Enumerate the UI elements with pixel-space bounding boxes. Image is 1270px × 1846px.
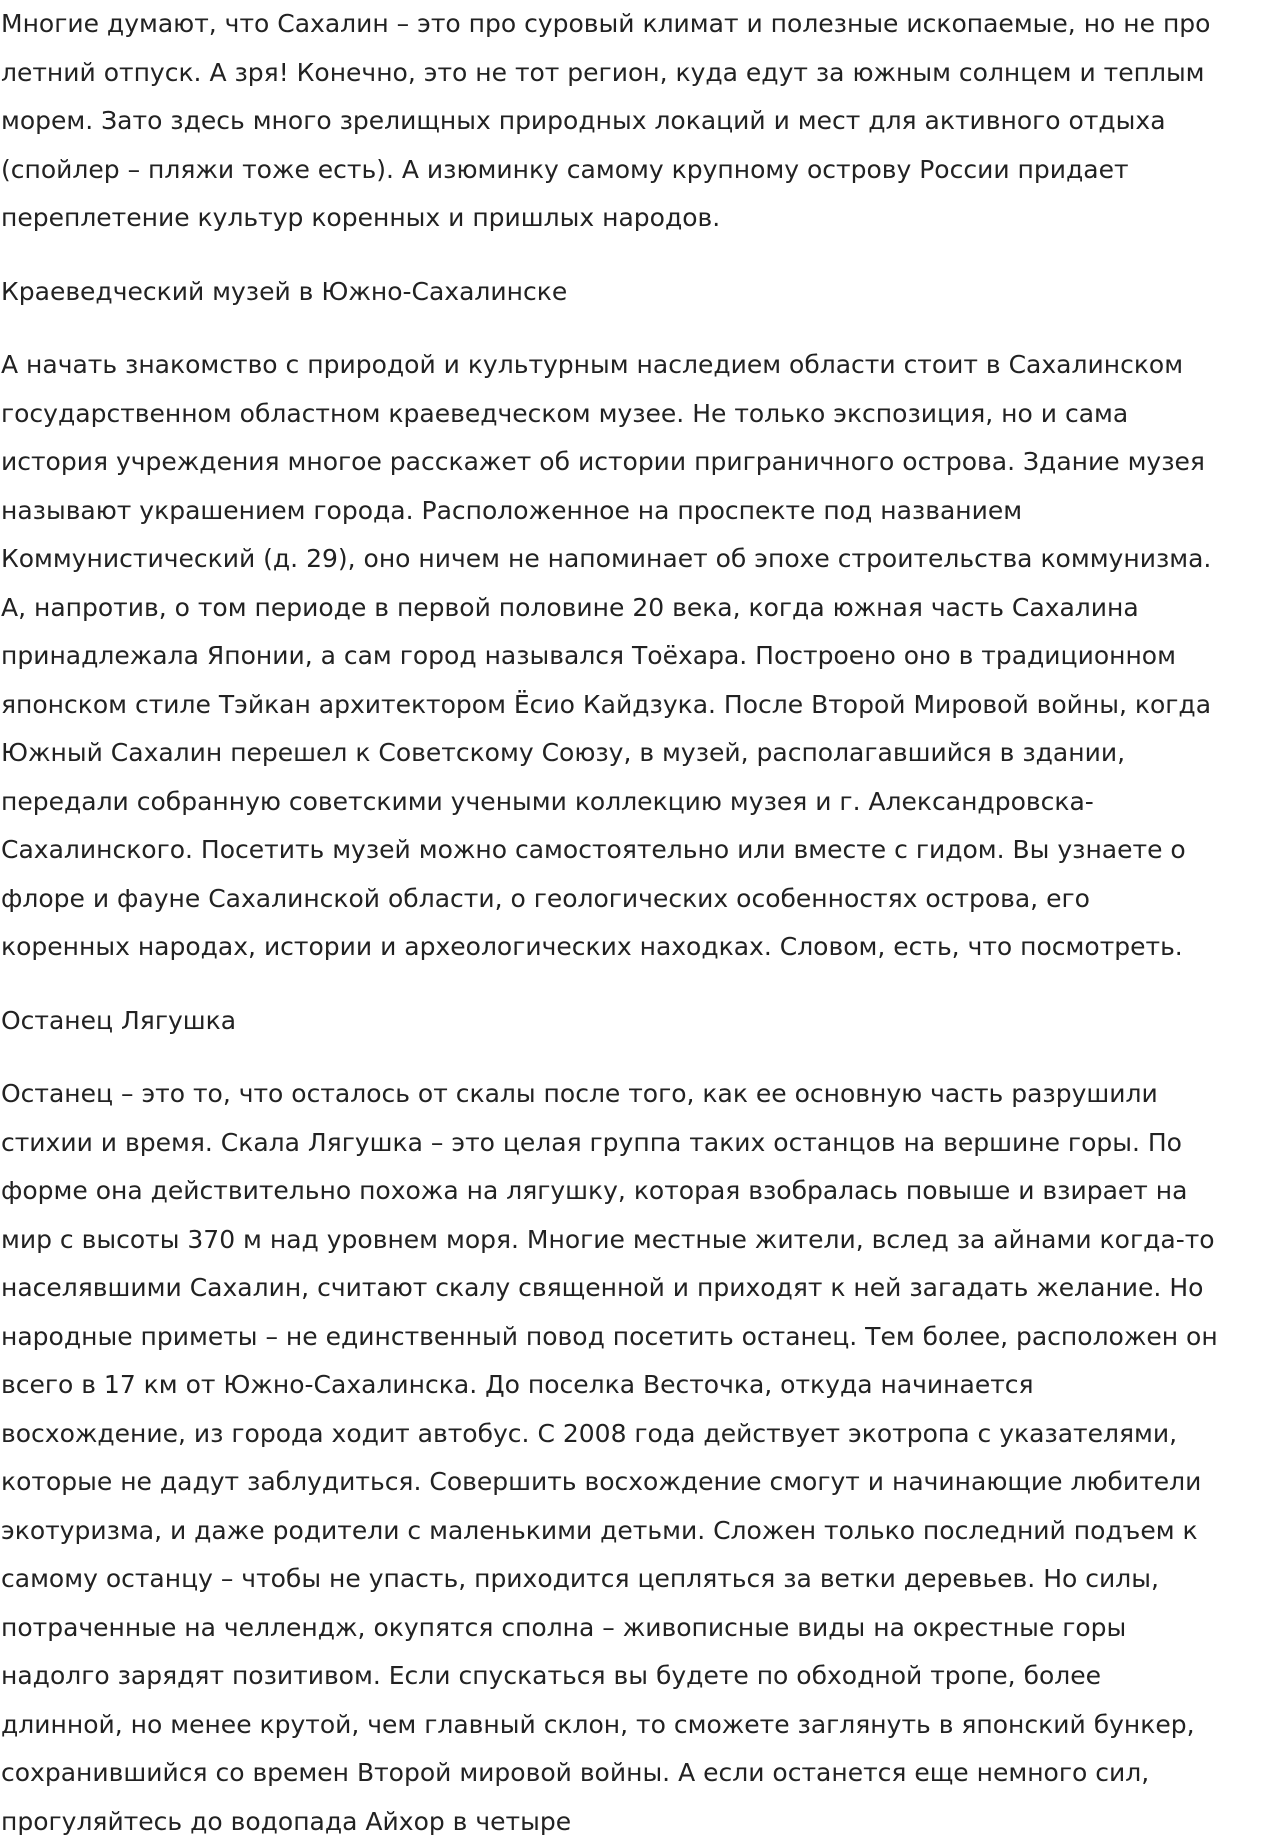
text-line: коренных народах, истории и археологических находках. Словом, есть, что посмотреть. bbox=[1, 923, 1269, 972]
text-line: А начать знакомство с природой и культурным наследием области стоит в Сахалинском bbox=[1, 341, 1269, 390]
text-line: потраченные на челлендж, окупятся сполна – живописные виды на окрестные горы bbox=[1, 1604, 1269, 1653]
text-line: история учреждения многое расскажет об истории приграничного острова. Здание музея bbox=[1, 438, 1269, 487]
text-line: принадлежала Японии, а сам город назывался Тоёхара. Построено оно в традиционном bbox=[1, 632, 1269, 681]
museum-heading: Краеведческий музей в Южно-Сахалинске bbox=[1, 268, 1269, 317]
text-line: прогуляйтесь до водопада Айхор в четыре bbox=[1, 1798, 1269, 1846]
text-line: Останец – это то, что осталось от скалы после того, как ее основную часть разрушили bbox=[1, 1070, 1269, 1119]
text-line: передали собранную советскими учеными коллекцию музея и г. Александровска- bbox=[1, 778, 1269, 827]
text-line: морем. Зато здесь много зрелищных природных локаций и мест для активного отдыха bbox=[1, 97, 1269, 146]
text-line: летний отпуск. А зря! Конечно, это не тот регион, куда едут за южным солнцем и теплым bbox=[1, 49, 1269, 98]
text-line: переплетение культур коренных и пришлых народов. bbox=[1, 194, 1269, 243]
frog-rock-heading: Останец Лягушка bbox=[1, 997, 1269, 1046]
text-line: сохранившийся со времен Второй мировой войны. А если останется еще немного сил, bbox=[1, 1749, 1269, 1798]
text-line: Многие думают, что Сахалин – это про суровый климат и полезные ископаемые, но не про bbox=[1, 0, 1269, 49]
frog-rock-paragraph bbox=[1, 1070, 1269, 1846]
text-line: стихии и время. Скала Лягушка – это целая группа таких останцов на вершине горы. По bbox=[1, 1119, 1269, 1168]
text-line: длинной, но менее крутой, чем главный склон, то сможете заглянуть в японский бункер, bbox=[1, 1701, 1269, 1750]
text-line: народные приметы – не единственный повод посетить останец. Тем более, расположен он bbox=[1, 1313, 1269, 1362]
article-body bbox=[1, 0, 1269, 1846]
intro-paragraph bbox=[1, 0, 1269, 243]
text-line: называют украшением города. Расположенное на проспекте под названием bbox=[1, 487, 1269, 536]
text-line: восхождение, из города ходит автобус. С 2008 года действует экотропа с указателями, bbox=[1, 1410, 1269, 1459]
text-line: Сахалинского. Посетить музей можно самостоятельно или вместе с гидом. Вы узнаете о bbox=[1, 826, 1269, 875]
text-line: (спойлер – пляжи тоже есть). А изюминку самому крупному острову России придает bbox=[1, 146, 1269, 195]
text-line: флоре и фауне Сахалинской области, о геологических особенностях острова, его bbox=[1, 875, 1269, 924]
text-line: Коммунистический (д. 29), оно ничем не напоминает об эпохе строительства коммунизма. bbox=[1, 535, 1269, 584]
text-line: Южный Сахалин перешел к Советскому Союзу, в музей, располагавшийся в здании, bbox=[1, 729, 1269, 778]
text-line: А, напротив, о том периоде в первой половине 20 века, когда южная часть Сахалина bbox=[1, 584, 1269, 633]
text-line: государственном областном краеведческом музее. Не только экспозиция, но и сама bbox=[1, 390, 1269, 439]
text-line: форме она действительно похожа на лягушку, которая взобралась повыше и взирает на bbox=[1, 1167, 1269, 1216]
text-line: японском стиле Тэйкан архитектором Ёсио Кайдзука. После Второй Мировой войны, когда bbox=[1, 681, 1269, 730]
text-line: надолго зарядят позитивом. Если спускаться вы будете по обходной тропе, более bbox=[1, 1652, 1269, 1701]
text-line: самому останцу – чтобы не упасть, приходится цепляться за ветки деревьев. Но силы, bbox=[1, 1555, 1269, 1604]
museum-paragraph bbox=[1, 341, 1269, 972]
text-line: населявшими Сахалин, считают скалу священной и приходят к ней загадать желание. Но bbox=[1, 1264, 1269, 1313]
text-line: экотуризма, и даже родители с маленькими детьми. Сложен только последний подъем к bbox=[1, 1507, 1269, 1556]
text-line: мир с высоты 370 м над уровнем моря. Многие местные жители, вслед за айнами когда-то bbox=[1, 1216, 1269, 1265]
text-line: которые не дадут заблудиться. Совершить восхождение смогут и начинающие любители bbox=[1, 1458, 1269, 1507]
text-line: всего в 17 км от Южно-Сахалинска. До поселка Весточка, откуда начинается bbox=[1, 1361, 1269, 1410]
